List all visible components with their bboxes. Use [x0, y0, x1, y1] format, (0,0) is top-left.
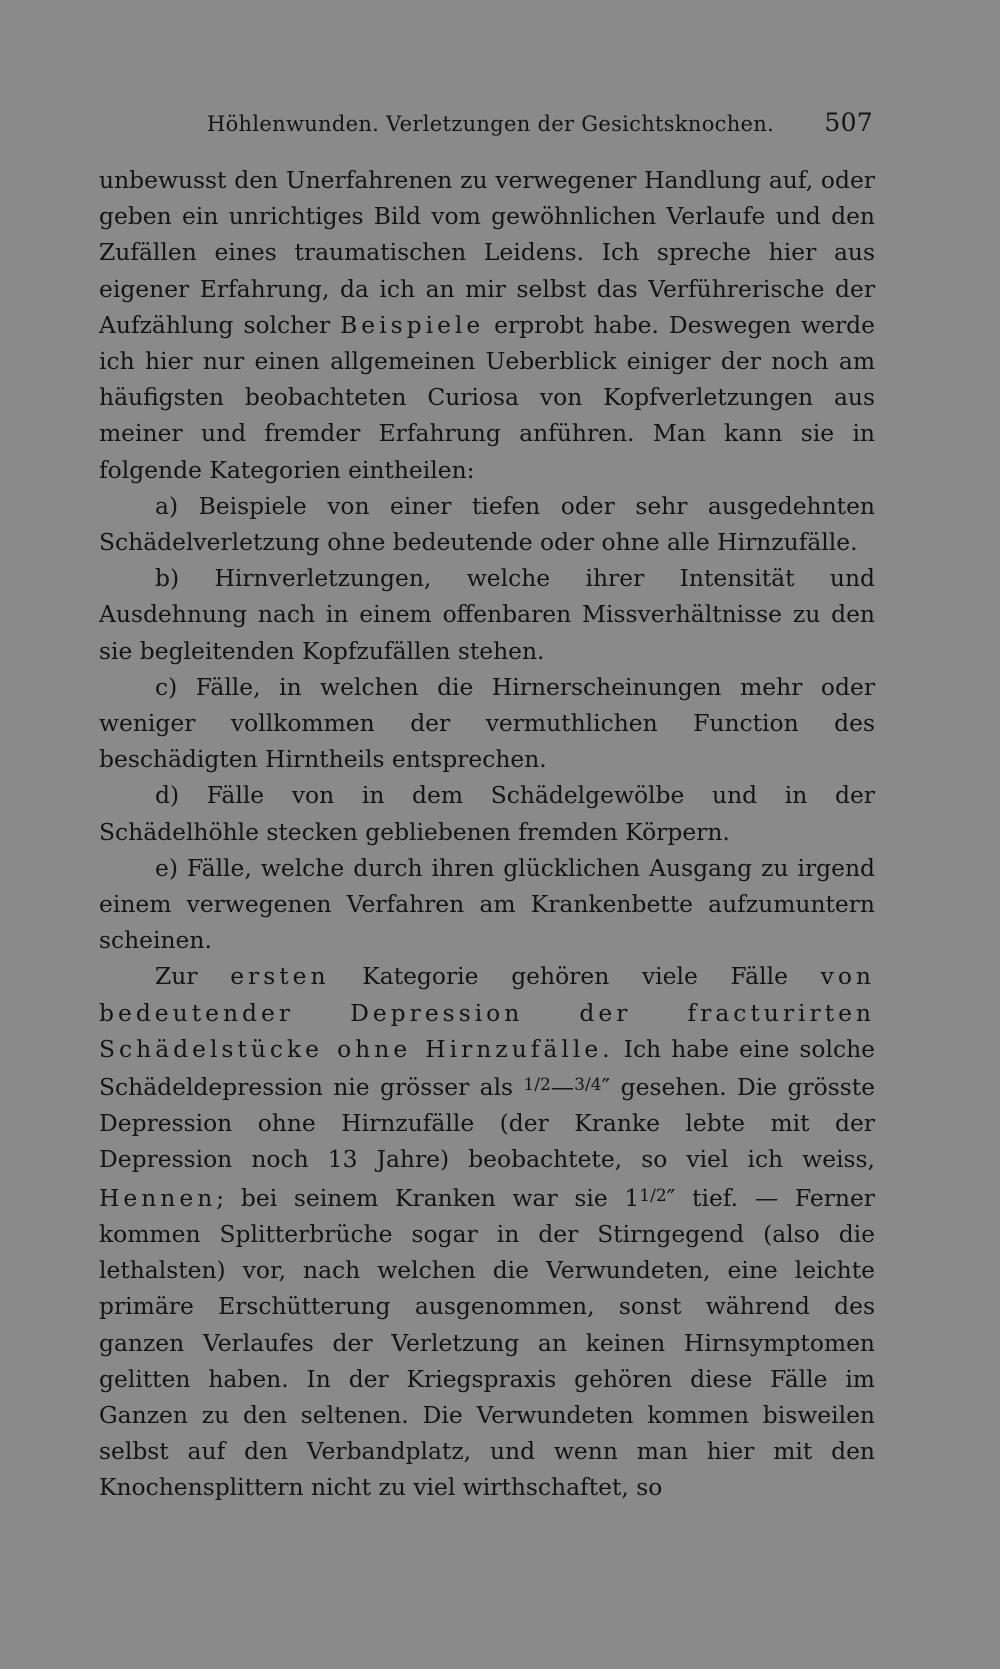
category-d: d) Fälle von in dem Schädelgewölbe und in der Schädelhöhle stecken gebliebenen fremden Körpern. — [99, 781, 875, 846]
text-segment: Zur — [155, 962, 231, 991]
paragraph-first-category — [99, 958, 875, 1505]
body-text — [99, 162, 875, 1506]
category-c: c) Fälle, in welchen die Hirnerscheinungen mehr oder weniger vollkommen der vermuthlichen Function des beschädigten Hirntheils entsprechen. — [99, 672, 875, 774]
text-segment: ″ tief. — Ferner kommen Splitterbrüche sogar in der Stirngegend (also die lethalsten) vor, nach welchen die Verwundeten, eine leichte primäre Erschütterung ausgenommen, sonst während des ganzen Verlaufes der Verletzung an keinen Hirnsymptomen gelitten haben. In der Kriegspraxis gehören diese Fälle im Ganzen zu den seltenen. Die Verwundeten kommen bisweilen selbst auf den Verbandplatz, und wenn man hier mit den Knochensplittern nicht zu viel wirthschaftet, so — [99, 1183, 875, 1502]
spaced-emphasis-depression: von bedeutender Depression der fracturirten Schädelstücke ohne Hirnzufälle. — [99, 962, 876, 1063]
paragraph-intro-text: unbewusst den Unerfahrenen zu verwegener Handlung auf, oder geben ein unrichtiges Bild vom gewöhnlichen Verlaufe und den Zufällen eines traumatischen Leidens. Ich spreche hier aus eigener Erfahrung, da ich an mir selbst das Verführerische der Aufzählung solcher — [99, 166, 875, 339]
paragraph-intro-tail: erprobt habe. Deswegen werde ich hier nur einen allgemeinen Ueberblick einiger der noch am häufigsten beobachteten Curiosa von Kopfverletzungen aus meiner und fremder Erfahrung anführen. Man kann sie in folgende Kategorien eintheilen: — [99, 310, 875, 484]
page-number: 507 — [824, 108, 873, 137]
text-segment: Ich habe eine solche Schädeldepression nie grösser als — [99, 1034, 875, 1102]
text-segment: Kategorie gehören viele Fälle — [329, 962, 821, 991]
fraction-half: 1/2 — [523, 1075, 551, 1096]
category-a: a) Beispiele von einer tiefen oder sehr ausgedehnten Schädelverletzung ohne bedeutende oder ohne alle Hirnzufälle. — [99, 491, 875, 557]
spaced-emphasis-beispiele: Beispiele — [340, 310, 485, 339]
spaced-emphasis-ersten: ersten — [230, 962, 330, 991]
category-b: b) Hirnverletzungen, welche ihrer Intensität und Ausdehnung nach in einem offenbaren Missverhältnisse zu den sie begleitenden Kopfzufällen stehen. — [99, 564, 875, 665]
fraction-three-quarters: 3/4 — [574, 1075, 602, 1096]
running-head-title: Höhlenwunden. Verletzungen der Gesichtsknochen. — [207, 112, 775, 136]
fraction-half: 1/2 — [639, 1185, 667, 1206]
category-e: e) Fälle, welche durch ihren glücklichen Ausgang zu irgend einem verwegenen Verfahren am Krankenbette aufzumuntern scheinen. — [99, 853, 875, 955]
text-segment: ″ gesehen. Die grösste Depression ohne Hirnzufälle (der Kranke lebte mit der Depression noch 13 Jahre) beobachtete, so viel ich weiss, — [99, 1073, 875, 1174]
text-segment: ; bei seinem Kranken war sie 1 — [216, 1183, 640, 1212]
running-head — [99, 104, 875, 144]
dash: — — [550, 1073, 575, 1102]
spaced-emphasis-hennen: Hennen — [99, 1183, 217, 1212]
paragraph-intro — [99, 162, 875, 488]
